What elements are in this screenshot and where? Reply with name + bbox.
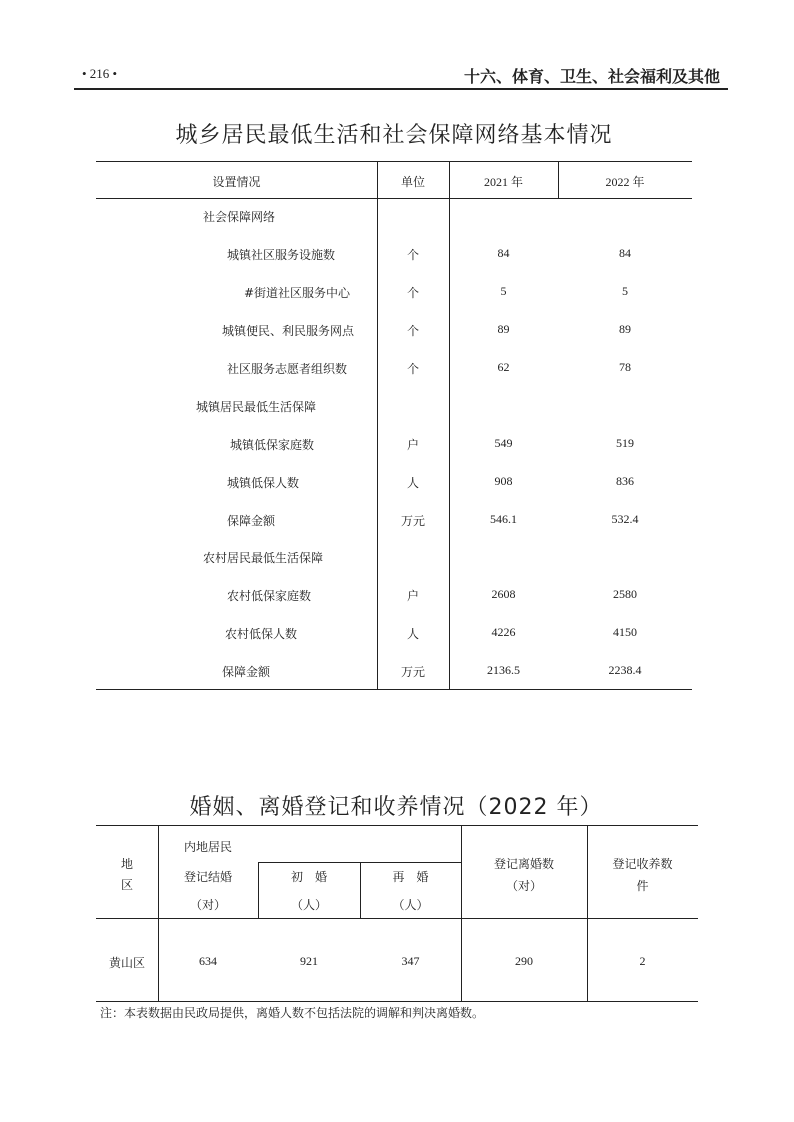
table2-remarriage-unit: （人）	[392, 898, 429, 912]
table1-row-label: 农村低保家庭数	[227, 589, 312, 603]
table1-title: 城乡居民最低生活和社会保障网络基本情况	[175, 123, 613, 148]
table2-adoption-header: 登记收养数	[612, 857, 673, 871]
table2-divider	[461, 825, 462, 1001]
table2-divorce-header: 登记离婚数	[493, 857, 554, 871]
table1-top-rule	[96, 161, 692, 162]
table1-value-2022: 5	[622, 284, 628, 298]
table1-value-2022: 84	[619, 246, 631, 260]
table1-col-header: 单位	[400, 175, 425, 189]
table1-divider	[449, 161, 450, 689]
table1-value-2021: 549	[494, 436, 513, 450]
table1-value-2021: 62	[497, 360, 510, 374]
table1-value-2021: 2608	[491, 587, 516, 601]
table1-row-label: 城镇居民最低生活保障	[196, 400, 317, 414]
table1-row-label: 城镇便民、利民服务网点	[222, 324, 355, 338]
table-footnote: 注：本表数据由民政局提供，离婚人数不包括法院的调解和判决离婚数。	[100, 1006, 485, 1020]
header-rule	[74, 88, 728, 90]
table2-region-header: 区	[120, 878, 133, 892]
table1-value-2021: 4226	[491, 625, 516, 639]
table1-value-2022: 2238.4	[608, 663, 642, 677]
table1-col-header: 设置情况	[212, 175, 261, 189]
table2-adoption-unit: 件	[636, 879, 649, 893]
table1-value-2022: 532.4	[611, 512, 639, 526]
table1-unit: 户	[406, 589, 419, 603]
table1-row-label: 城镇社区服务设施数	[227, 248, 336, 262]
table1-value-2022: 519	[616, 436, 634, 450]
table2-marriage-unit: （对）	[189, 898, 226, 912]
table2-divider	[158, 825, 159, 1001]
table2-marriage-pairs: 634	[199, 954, 217, 968]
table1-value-2021: 546.1	[490, 512, 517, 526]
table1-unit: 个	[406, 324, 419, 338]
table2-region: 黄山区	[108, 956, 145, 970]
table1-row-label: 农村低保人数	[225, 627, 298, 641]
table1-unit: 人	[406, 476, 419, 490]
table1-value-2021: 2136.5	[487, 663, 520, 677]
table1-unit: 个	[406, 248, 419, 262]
table2-bottom-rule	[96, 1001, 698, 1002]
table1-row-label: 农村居民最低生活保障	[203, 551, 324, 565]
table1-bottom-rule	[96, 689, 692, 690]
table1-unit: 万元	[400, 514, 425, 528]
page-number: • 216 •	[82, 66, 118, 81]
table2-top-rule	[96, 825, 698, 826]
table1-row-label: #街道社区服务中心	[244, 286, 351, 300]
table2-remarriage: 347	[401, 954, 420, 968]
section-title: 十六、体育、卫生、社会福利及其他	[463, 67, 720, 86]
table1-row-label: 社区服务志愿者组织数	[227, 362, 348, 376]
table2-title: 婚姻、离婚登记和收养情况（2022 年）	[189, 795, 603, 820]
table2-divider	[587, 825, 588, 1001]
table1-value-2022: 836	[616, 474, 634, 488]
table2-region-header: 地	[120, 857, 133, 871]
table1-value-2021: 89	[497, 322, 510, 336]
table1-value-2022: 78	[619, 360, 631, 374]
table1-value-2022: 4150	[613, 625, 637, 639]
table1-unit: 户	[406, 438, 419, 452]
table1-value-2021: 908	[494, 474, 513, 488]
table1-value-2021: 5	[500, 284, 507, 298]
table2-adoption: 2	[639, 954, 646, 968]
table1-unit: 个	[406, 362, 419, 376]
table1-row-label: 城镇低保人数	[227, 476, 300, 490]
table1-unit: 个	[406, 286, 419, 300]
table2-remarriage-header: 再 婚	[392, 870, 429, 884]
table2-divorce: 290	[515, 954, 533, 968]
table1-unit: 人	[406, 627, 419, 641]
table2-header-rule	[96, 918, 698, 919]
table2-mainland-header: 内地居民	[184, 840, 233, 854]
table1-value-2022: 89	[619, 322, 631, 336]
table1-row-label: 保障金额	[227, 514, 276, 528]
table1-col-header: 2021 年	[483, 175, 523, 189]
table1-unit: 万元	[400, 665, 425, 679]
table1-value-2021: 84	[497, 246, 510, 260]
table2-first-marriage-unit: （人）	[290, 898, 327, 912]
table1-divider	[377, 161, 378, 689]
table2-divorce-unit: （对）	[505, 879, 542, 893]
table1-header-rule	[96, 198, 692, 199]
table1-value-2022: 2580	[613, 587, 637, 601]
table2-first-marriage: 921	[300, 954, 318, 968]
table1-row-label: 保障金额	[222, 665, 271, 679]
table1-row-label: 社会保障网络	[203, 210, 276, 224]
table1-row-label: 城镇低保家庭数	[230, 438, 315, 452]
table2-first-marriage-header: 初 婚	[290, 870, 327, 884]
table1-col-header: 2022 年	[605, 175, 645, 189]
table2-marriage-header: 登记结婚	[183, 870, 232, 884]
